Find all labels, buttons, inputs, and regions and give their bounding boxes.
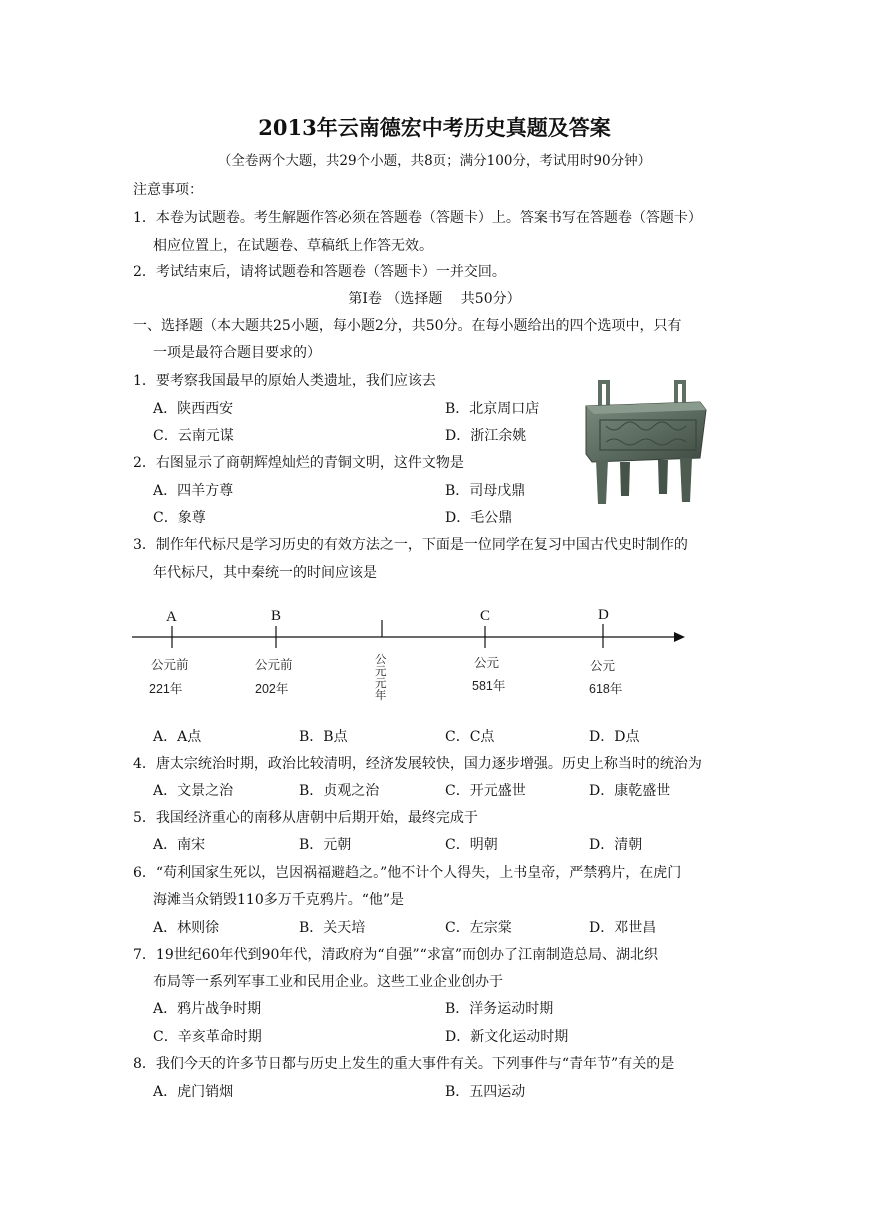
part-heading-cont: 一项是最符合题目要求的） xyxy=(153,345,321,361)
question-1-option-b: B．北京周口店 xyxy=(445,401,540,417)
question-3-option-d: D．D点 xyxy=(589,729,640,745)
note-1: 1．本卷为试题卷。考生解题作答必须在答题卷（答题卡）上。答案书写在答题卷（答题卡） xyxy=(133,210,702,226)
bronze-ding-image xyxy=(582,376,712,508)
question-8-option-b: B．五四运动 xyxy=(445,1084,526,1100)
question-4-option-c: C．开元盛世 xyxy=(445,783,526,799)
question-5-option-b: B．元朝 xyxy=(299,837,352,853)
timeline-point-d: D xyxy=(598,607,609,623)
question-1-option-d: D．浙江余姚 xyxy=(445,428,527,444)
timeline-label-a-1: 公元前 xyxy=(151,658,189,672)
timeline-label-c-1: 公元 xyxy=(474,656,500,670)
timeline-label-d-1: 公元 xyxy=(590,659,616,673)
question-2-stem: 2．右图显示了商朝辉煌灿烂的青铜文明，这件文物是 xyxy=(133,455,464,471)
question-1-stem: 1．要考察我国最早的原始人类遗址，我们应该去 xyxy=(133,373,436,389)
timeline-point-a: A xyxy=(166,609,177,625)
question-6-option-b: B．关天培 xyxy=(299,920,366,936)
note-1-cont: 相应位置上，在试题卷、草稿纸上作答无效。 xyxy=(153,238,433,254)
question-3-stem-cont: 年代标尺，其中秦统一的时间应该是 xyxy=(153,565,377,581)
question-5-stem: 5．我国经济重心的南移从唐朝中后期开始，最终完成于 xyxy=(133,810,478,826)
question-4-stem: 4．唐太宗统治时期，政治比较清明，经济发展较快，国力逐步增强。历史上称当时的统治为 xyxy=(133,756,702,772)
question-2-option-d: D．毛公鼎 xyxy=(445,510,513,526)
question-2-option-a: A．四羊方尊 xyxy=(153,483,234,499)
question-3-option-c: C．C点 xyxy=(445,729,495,745)
note-2: 2．考试结束后，请将试题卷和答题卷（答题卡）一并交回。 xyxy=(133,264,506,280)
timeline-label-b-1: 公元前 xyxy=(255,658,293,672)
question-4-option-a: A．文景之治 xyxy=(153,783,234,799)
question-7-option-d: D．新文化运动时期 xyxy=(445,1029,569,1045)
timeline-label-d-2: 618年 xyxy=(589,682,623,696)
timeline-axis xyxy=(128,620,698,650)
question-5-option-c: C．明朝 xyxy=(445,837,498,853)
question-1-option-a: A．陕西西安 xyxy=(153,401,234,417)
question-5-option-d: D．清朝 xyxy=(589,837,643,853)
question-4-option-b: B．贞观之治 xyxy=(299,783,380,799)
exam-info: （全卷两个大题，共29个小题，共8页；满分100分，考试用时90分钟） xyxy=(217,153,652,169)
timeline-point-c: C xyxy=(480,608,491,624)
timeline-label-c-2: 581年 xyxy=(472,679,506,693)
question-7-option-a: A．鸦片战争时期 xyxy=(153,1001,262,1017)
question-2-option-b: B．司母戊鼎 xyxy=(445,483,526,499)
question-7-option-c: C．辛亥革命时期 xyxy=(153,1029,262,1045)
timeline-label-b-2: 202年 xyxy=(255,682,289,696)
question-5-option-a: A．南宋 xyxy=(153,837,206,853)
question-8-option-a: A．虎门销烟 xyxy=(153,1084,234,1100)
question-6-stem-cont: 海滩当众销毁110多万千克鸦片。“他”是 xyxy=(153,892,405,908)
notes-heading: 注意事项： xyxy=(133,182,203,198)
question-6-option-a: A．林则徐 xyxy=(153,920,220,936)
question-3-stem: 3．制作年代标尺是学习历史的有效方法之一，下面是一位同学在复习中国古代史时制作的 xyxy=(133,537,688,553)
timeline-point-b: B xyxy=(271,608,282,624)
section-title: 第Ⅰ卷 （选择题 共50分） xyxy=(348,291,521,307)
question-4-option-d: D．康乾盛世 xyxy=(589,783,671,799)
timeline-label-a-2: 221年 xyxy=(149,682,183,696)
question-2-option-c: C．象尊 xyxy=(153,510,206,526)
question-8-stem: 8．我们今天的许多节日都与历史上发生的重大事件有关。下列事件与“青年节”有关的是 xyxy=(133,1056,675,1072)
question-3-option-a: A．A点 xyxy=(153,729,202,745)
question-3-option-b: B．B点 xyxy=(299,729,348,745)
question-6-option-c: C．左宗棠 xyxy=(445,920,512,936)
question-1-option-c: C．云南元谋 xyxy=(153,428,234,444)
part-heading: 一、选择题（本大题共25小题，每小题2分，共50分。在每小题给出的四个选项中，只有 xyxy=(133,318,682,334)
question-7-stem-cont: 布局等一系列军事工业和民用企业。这些工业企业创办于 xyxy=(153,974,503,990)
page-title: 2013年云南德宏中考历史真题及答案 xyxy=(258,115,611,140)
question-6-option-d: D．邓世昌 xyxy=(589,920,657,936)
timeline-label-year-zero: 公 元 元 年 xyxy=(375,654,387,702)
question-6-stem: 6．“苟利国家生死以，岂因祸福避趋之。”他不计个人得失，上书皇帝，严禁鸦片，在虎门 xyxy=(133,865,682,881)
question-7-option-b: B．洋务运动时期 xyxy=(445,1001,554,1017)
question-7-stem: 7．19世纪60年代到90年代，清政府为“自强”“求富”而创办了江南制造总局、湖北织 xyxy=(133,947,658,963)
